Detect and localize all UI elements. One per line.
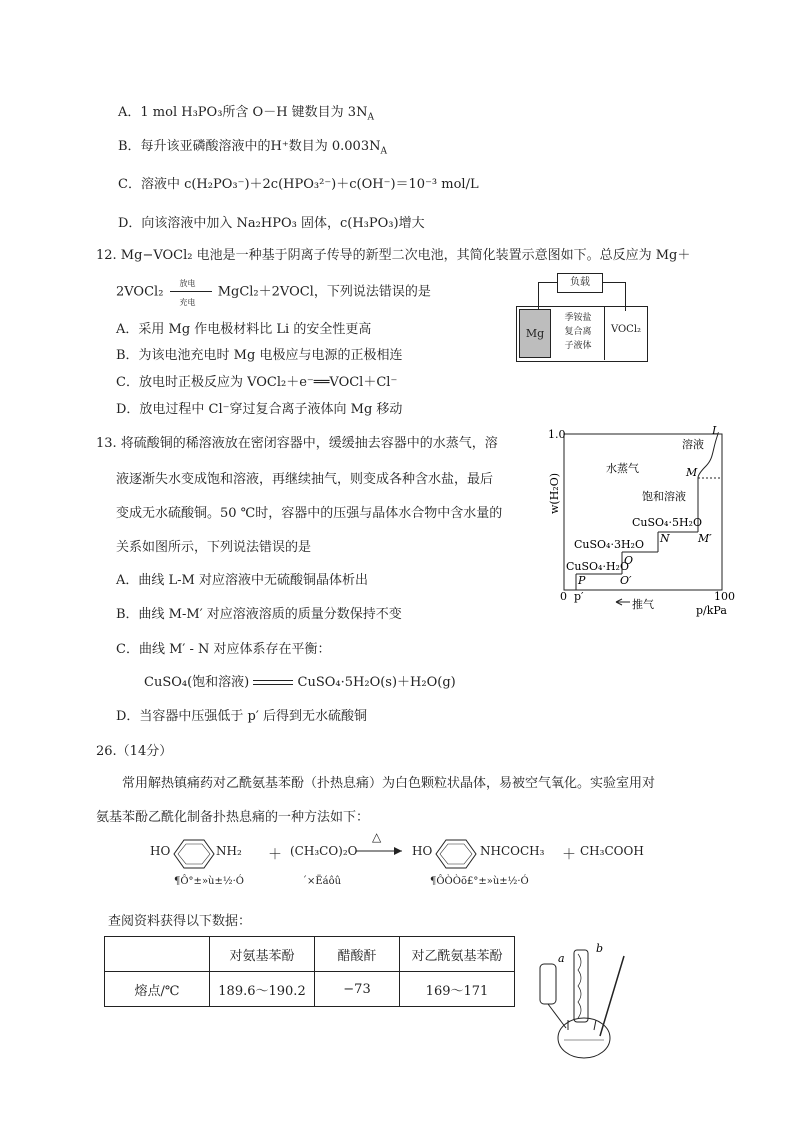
point-Oprime: O′ xyxy=(620,574,632,587)
vocl2-electrode: VOCl₂ xyxy=(610,324,642,335)
table-row: 熔点/℃ 189.6～190.2 −73 169～171 xyxy=(105,972,515,1007)
garbled-label-1: ¶Ô°±»ù±½·Ó xyxy=(174,876,244,887)
q11-option-b: B．每升该亚磷酸溶液中的H⁺数目为 $0.003N_A$ xyxy=(118,139,387,157)
product-nhcoch3: NHCOCH₃ xyxy=(480,844,545,858)
benzene-ring-icon xyxy=(172,836,216,872)
reaction-apparatus xyxy=(528,940,638,1062)
q13-stem-line4: 关系如图所示，下列说法错误的是 xyxy=(116,540,312,555)
byproduct: CH₃COOH xyxy=(580,844,644,858)
point-L: L xyxy=(712,424,720,437)
point-P: P xyxy=(578,574,586,587)
q11-option-d: D．向该溶液中加入 Na₂HPO₃ 固体，c(H₃PO₃)增大 xyxy=(118,216,425,231)
reaction-scheme: HO NH₂ ＋ (CH₃CO)₂O △ HO NHCOCH₃ ＋ CH₃COOH ¶Ô°±»ù±½·Ó ´×Ëáôû ¶ÔÒÒõ£°±»ù±½·Ó xyxy=(150,830,644,887)
q12-option-c: C．放电时正极反应为 VOCl₂＋e⁻══VOCl＋Cl⁻ xyxy=(116,375,398,390)
garbled-label-2: ´×Ëáôû xyxy=(302,876,342,887)
cuso4-h2o-label: CuSO₄·H₂O xyxy=(566,560,629,573)
mg-electrode: Mg xyxy=(519,309,551,358)
q13-stem-line1: 13. 将硫酸铜的稀溶液放在密闭容器中，缓缓抽去容器中的水蒸气，溶 xyxy=(96,436,498,451)
q12-option-a: A．采用 Mg 作电极材料比 Li 的安全性更高 xyxy=(116,322,372,337)
q26-head: 26.（14分） xyxy=(96,744,173,759)
point-M: M xyxy=(686,466,698,479)
battery-diagram xyxy=(516,270,648,362)
heat-symbol: △ xyxy=(372,830,382,844)
pump-arrow xyxy=(616,599,630,605)
q13-option-b: B．曲线 M-M′ 对应溶液溶质的质量分数保持不变 xyxy=(116,607,402,622)
q13-option-d: D．当容器中压强低于 p′ 后得到无水硫酸铜 xyxy=(116,709,367,724)
vapor-label: 水蒸气 xyxy=(606,462,639,475)
x-pprime-label: p′ xyxy=(574,590,584,603)
solution-label: 溶液 xyxy=(682,438,704,451)
q12-option-d: D．放电过程中 Cl⁻穿过复合离子液体向 Mg 移动 xyxy=(116,402,403,417)
pump-label: 推气 xyxy=(632,598,654,611)
y-axis-label: w(H₂O) xyxy=(548,472,561,514)
x-axis-label: p/kPa xyxy=(696,604,727,617)
reactant1-ho: HO xyxy=(150,844,171,858)
q12-stem-line1: 12. Mg−VOCl₂ 电池是一种基于阴离子传导的新型二次电池，其简化装置示意图如下。总反应为 Mg＋ xyxy=(96,248,691,263)
x-max-label: 100 xyxy=(714,590,735,603)
reactant2: (CH₃CO)₂O xyxy=(290,844,358,858)
melting-point-table xyxy=(104,936,515,1007)
q26-para2: 氨基苯酚乙酰化制备扑热息痛的一种方法如下： xyxy=(96,810,370,825)
q12-option-b: B．为该电池充电时 Mg 电极应与电源的正极相连 xyxy=(116,348,403,363)
q13-option-c: C．曲线 M′ - N 对应体系存在平衡： xyxy=(116,642,331,657)
y-top-label: 1.0 xyxy=(548,428,566,441)
reversible-arrow: 放电 充电 xyxy=(168,282,214,302)
q13-equation: CuSO₄(饱和溶液) CuSO₄·5H₂O(s)＋H₂O(g) xyxy=(144,675,456,690)
reaction-arrow-icon xyxy=(356,846,406,856)
electrolyte-label: 季铵盐 复合离 子液体 xyxy=(564,313,592,351)
table-header-row: 对氨基苯酚 醋酸酐 对乙酰氨基苯酚 xyxy=(105,937,515,972)
cuso4-5h2o-label: CuSO₄·5H₂O xyxy=(632,516,702,529)
point-O: O xyxy=(624,554,634,567)
saturated-label: 饱和溶液 xyxy=(642,490,686,503)
phase-chart xyxy=(540,424,740,620)
product-ho: HO xyxy=(412,844,433,858)
q26-para1: 常用解热镇痛药对乙酰氨基苯酚（扑热息痛）为白色颗粒状晶体，易被空气氧化。实验室用对 xyxy=(122,776,656,791)
reactant1-nh2: NH₂ xyxy=(216,844,242,858)
q13-stem-line2: 液逐渐失水变成饱和溶液，再继续抽气，则变成各种含水盐，最后 xyxy=(116,472,494,487)
q12-stem-line2: 2VOCl₂ 放电 充电 MgCl₂＋2VOCl，下列说法错误的是 xyxy=(116,279,431,307)
q11-option-c: C．溶液中 c(H₂PO₃⁻)＋2c(HPO₃²⁻)＋c(OH⁻)＝10⁻³ mol/L xyxy=(118,177,479,192)
point-Mprime: M′ xyxy=(698,532,712,545)
q13-stem-line3: 变成无水硫酸铜。50 ℃时，容器中的压强与晶体水合物中含水量的 xyxy=(116,506,503,521)
cuso4-3h2o-label: CuSO₄·3H₂O xyxy=(574,538,644,551)
benzene-ring-icon xyxy=(434,836,478,872)
x-zero-label: 0 xyxy=(560,590,567,603)
apparatus-label-a: a xyxy=(558,952,565,965)
load-box: 负载 xyxy=(557,273,603,293)
equilibrium-arrow xyxy=(253,677,293,689)
apparatus-label-b: b xyxy=(596,942,604,955)
q13-option-a: A．曲线 L-M 对应溶液中无硫酸铜晶体析出 xyxy=(116,573,368,588)
q11-option-a: A．1 mol H₃PO₃所含 O－H 键数目为 $3N_A$ xyxy=(118,105,374,123)
data-intro: 查阅资料获得以下数据： xyxy=(108,914,252,929)
garbled-label-3: ¶ÔÒÒõ£°±»ù±½·Ó xyxy=(430,876,529,887)
point-N: N xyxy=(660,532,670,545)
